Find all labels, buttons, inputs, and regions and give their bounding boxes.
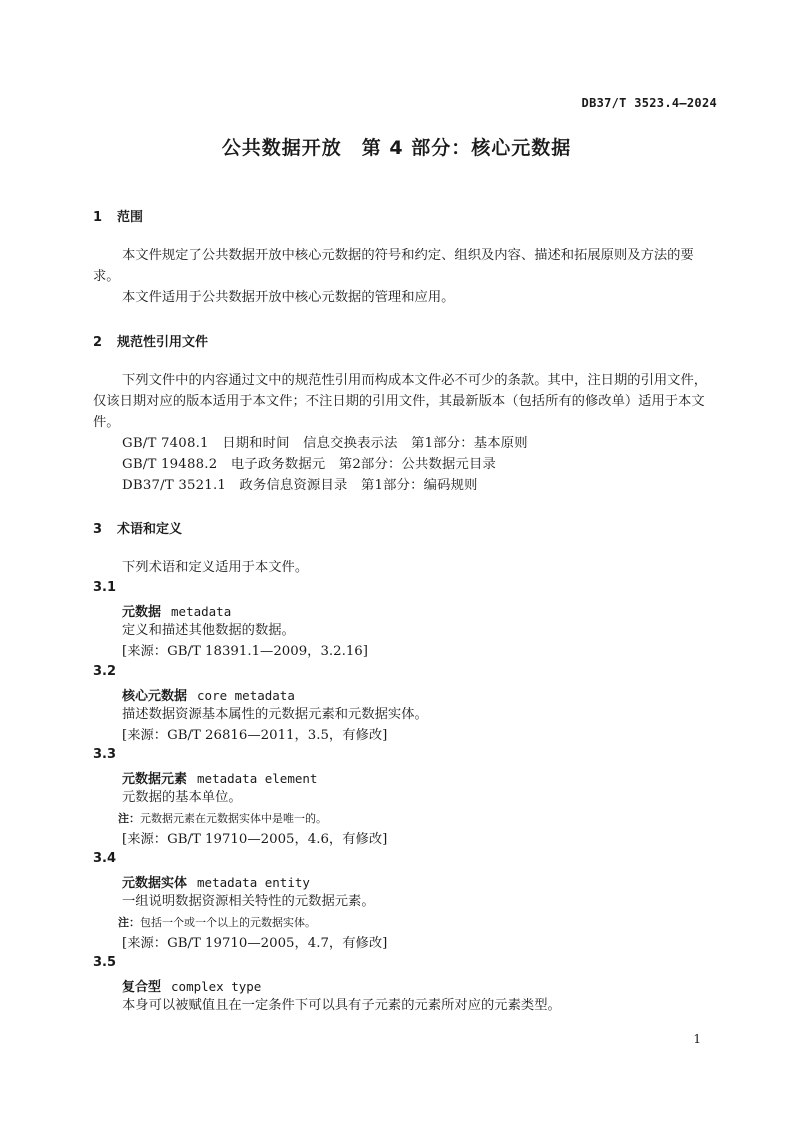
term-3-3-note [118, 810, 327, 826]
term-3-5-definition: 本身可以被赋值且在一定条件下可以具有子元素的元素所对应的元素类型。 [122, 998, 561, 1013]
term-3-4-source: [来源：GB/T 19710—2005，4.7，有修改] [122, 936, 388, 951]
document-code-header: DB37/T 3523.4—2024 [581, 96, 717, 110]
term-3-1-zh: 元数据 [122, 605, 162, 620]
term-3-4-note-label: 注： [118, 916, 140, 929]
page-title: 公共数据开放 第 4 部分：核心元数据 [221, 137, 572, 159]
term-3-1-en: metadata [171, 604, 232, 619]
term-3-2-definition: 描述数据资源基本属性的元数据元素和元数据实体。 [122, 707, 428, 722]
term-3-1-source: [来源：GB/T 18391.1—2009，3.2.16] [122, 644, 368, 659]
section-2-number: 2 [93, 335, 103, 350]
term-3-4-number: 3.4 [93, 851, 117, 866]
term-3-3-definition: 元数据的基本单位。 [122, 790, 242, 805]
section-1-number: 1 [93, 210, 103, 225]
section-2-title: 规范性引用文件 [117, 335, 209, 350]
term-3-4-zh: 元数据实体 [122, 876, 188, 891]
term-3-3-zh: 元数据元素 [122, 772, 188, 787]
section-1-paragraph-2: 本文件适用于公共数据开放中核心元数据的管理和应用。 [122, 290, 455, 305]
term-3-5-name [122, 976, 261, 995]
term-3-3-number: 3.3 [93, 747, 117, 762]
section-3-intro: 下列术语和定义适用于本文件。 [122, 560, 309, 575]
term-3-3-name [122, 768, 317, 787]
term-3-5-zh: 复合型 [122, 980, 162, 995]
section-1-heading [93, 206, 143, 225]
term-3-4-name [122, 872, 310, 891]
normative-reference-3: DB37/T 3521.1 政务信息资源目录 第1部分：编码规则 [122, 478, 478, 493]
section-2-paragraph-1: 下列文件中的内容通过文中的规范性引用而构成本文件必不可少的条款。其中，注日期的引用文件，仅该日期对应的版本适用于本文件；不注日期的引用文件，其最新版本（包括所有的修改单）适用于本文件。 [93, 373, 708, 430]
section-1-title: 范围 [117, 210, 144, 225]
term-3-3-source: [来源：GB/T 19710—2005，4.6，有修改] [122, 832, 388, 847]
page-number: 1 [693, 1032, 701, 1046]
term-3-3-note-label: 注： [118, 812, 140, 825]
term-3-3-en: metadata element [197, 771, 318, 786]
term-3-4-note-text: 包括一个或一个以上的元数据实体。 [140, 916, 316, 929]
section-3-title: 术语和定义 [117, 522, 183, 537]
term-3-4-en: metadata entity [197, 875, 310, 890]
term-3-1-definition: 定义和描述其他数据的数据。 [122, 623, 295, 638]
section-2-heading [93, 331, 208, 350]
term-3-2-en: core metadata [197, 688, 295, 703]
section-3-number: 3 [93, 522, 103, 537]
term-3-4-note [118, 914, 316, 930]
normative-reference-2: GB/T 19488.2 电子政务数据元 第2部分：公共数据元目录 [122, 457, 496, 472]
term-3-2-number: 3.2 [93, 664, 117, 679]
normative-reference-1: GB/T 7408.1 日期和时间 信息交换表示法 第1部分：基本原则 [122, 436, 528, 451]
term-3-5-en: complex type [171, 979, 262, 994]
term-3-2-name [122, 685, 295, 704]
term-3-2-zh: 核心元数据 [122, 689, 188, 704]
term-3-1-name [122, 601, 231, 620]
section-3-heading [93, 518, 182, 537]
section-1-paragraph-1: 本文件规定了公共数据开放中核心元数据的符号和约定、组织及内容、描述和拓展原则及方法的要求。 [93, 248, 694, 284]
term-3-1-number: 3.1 [93, 580, 117, 595]
term-3-3-note-text: 元数据元素在元数据实体中是唯一的。 [140, 812, 327, 825]
term-3-2-source: [来源：GB/T 26816—2011，3.5，有修改] [122, 728, 388, 743]
term-3-5-number: 3.5 [93, 955, 117, 970]
term-3-4-definition: 一组说明数据资源相关特性的元数据元素。 [122, 894, 375, 909]
